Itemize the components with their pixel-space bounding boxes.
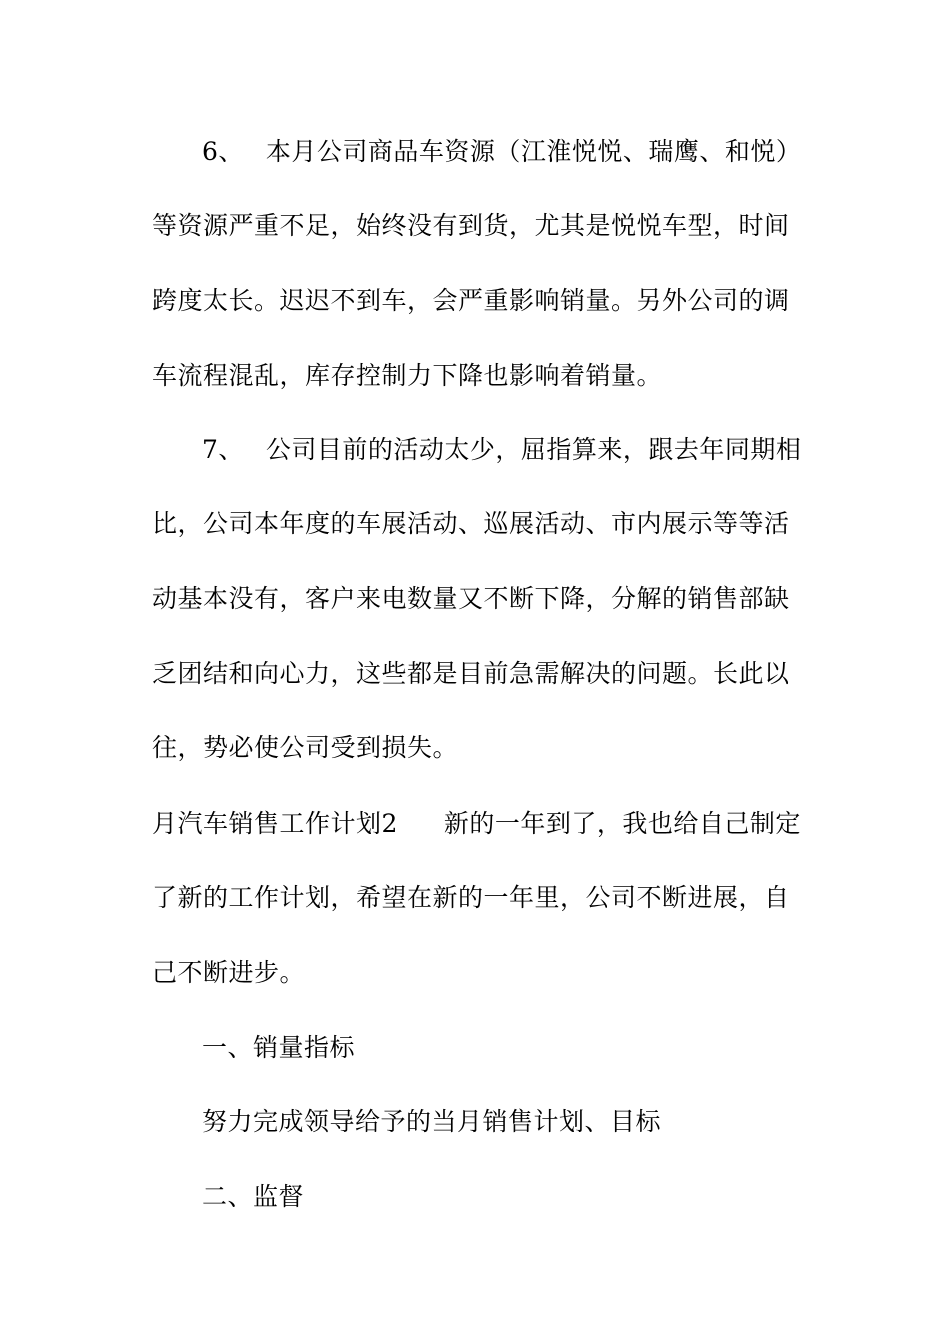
item-7-line-1: [202, 434, 862, 466]
item-7-number: 7、: [202, 435, 244, 464]
section-1-body: 努力完成领导给予的当月销售计划、目标: [202, 1107, 662, 1136]
item-6-line-4: 车流程混乱，库存控制力下降也影响着销量。: [152, 361, 663, 390]
item-7-text-1: 公司目前的活动太少，屈指算来，跟去年同期相: [265, 435, 802, 464]
item-7-line-5: 往，势必使公司受到损失。: [152, 733, 459, 762]
section-2-heading: 二、监督: [202, 1182, 305, 1211]
item-6-line-2: 等资源严重不足，始终没有到货，尤其是悦悦车型，时间: [152, 211, 790, 240]
item-6-line-3: 跨度太长。迟迟不到车，会严重影响销量。另外公司的调: [152, 286, 790, 315]
item-6-number: 6、: [202, 137, 244, 166]
item-6-line-1: [202, 136, 862, 168]
item-6-text-1: 本月公司商品车资源（江淮悦悦、瑞鹰、和悦）: [265, 137, 802, 166]
plan-2-title: 月汽车销售工作计划2: [152, 809, 398, 838]
plan-2-text-1: 新的一年到了，我也给自己制定: [443, 809, 801, 838]
plan-2-line-3: 己不断进步。: [152, 958, 306, 987]
item-7-line-3: 动基本没有，客户来电数量又不断下降，分解的销售部缺: [152, 584, 790, 613]
item-7-line-4: 乏团结和向心力，这些都是目前急需解决的问题。长此以: [152, 659, 790, 688]
item-7-line-2: 比，公司本年度的车展活动、巡展活动、市内展示等等活: [152, 509, 790, 538]
plan-2-line-1: [152, 808, 812, 840]
section-1-heading: 一、销量指标: [202, 1033, 356, 1062]
plan-2-line-2: 了新的工作计划，希望在新的一年里，公司不断进展，自: [152, 883, 790, 912]
